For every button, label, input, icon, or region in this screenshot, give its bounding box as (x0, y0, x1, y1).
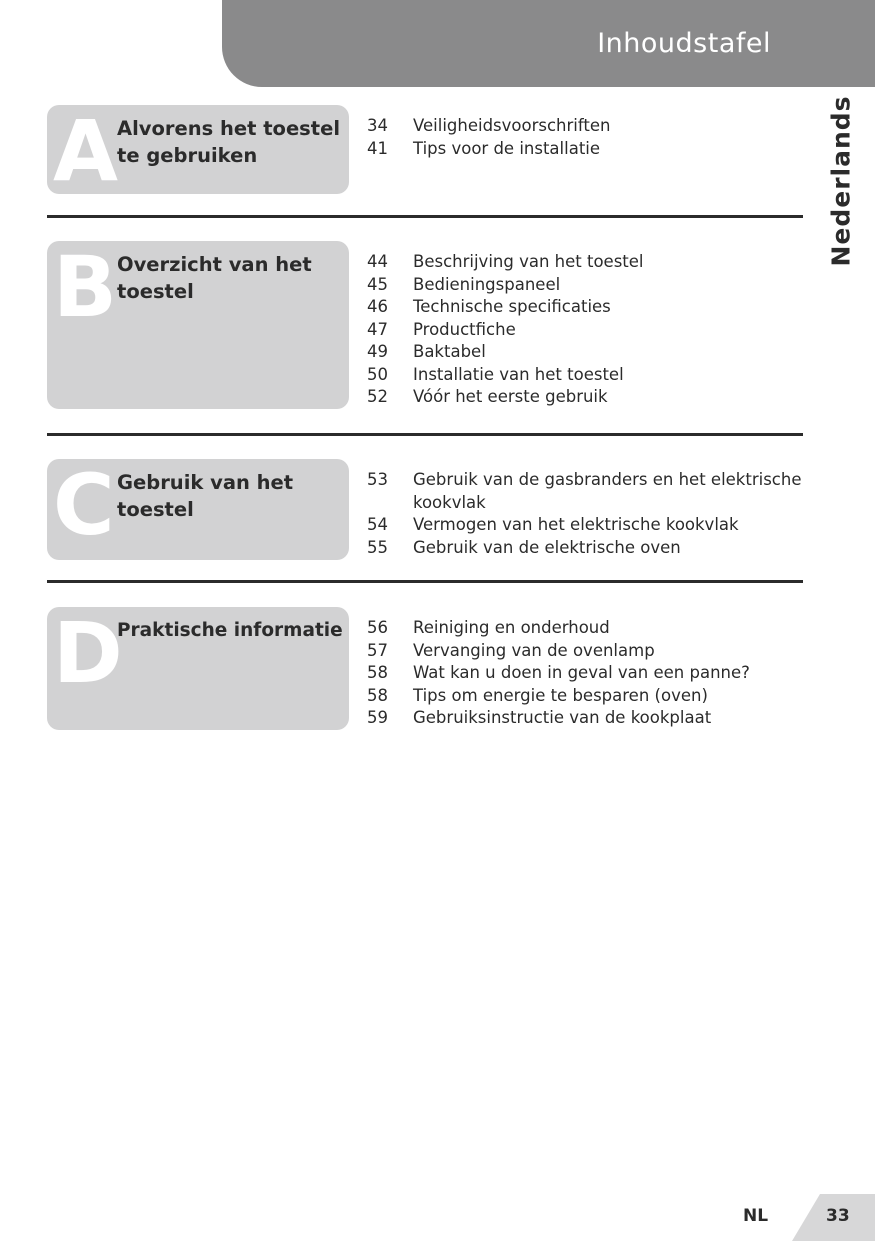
toc-page: 54 (367, 515, 388, 534)
toc-entry[interactable] (367, 617, 807, 640)
toc-entry[interactable] (367, 514, 803, 537)
toc-page: 49 (367, 342, 388, 361)
toc-entry[interactable] (367, 386, 807, 409)
language-side-label (823, 95, 859, 267)
toc-page: 52 (367, 387, 388, 406)
page-number: 33 (826, 1206, 850, 1226)
toc-entry[interactable] (367, 319, 807, 342)
toc-list (367, 617, 807, 730)
toc-entry[interactable] (367, 251, 807, 274)
toc-entry[interactable] (367, 640, 807, 663)
toc-page: 50 (367, 364, 388, 384)
toc-text: Gebruik van de gasbranders en het elektrische kookvlak (413, 470, 802, 512)
toc-text: Wat kan u doen in geval van een panne? (413, 663, 750, 682)
section-letter: B (53, 241, 118, 336)
section-label-box (47, 241, 349, 409)
toc-page: 58 (367, 685, 388, 705)
section-title: Overzicht van het toestel (117, 253, 312, 303)
toc-text: Vermogen van het elektrische kookvlak (413, 515, 739, 534)
toc-text: Beschrijving van het toestel (413, 252, 644, 271)
toc-page: 53 (367, 470, 388, 489)
toc-list (367, 469, 803, 559)
toc-list (367, 115, 807, 160)
language-label: Nederlands (826, 95, 856, 267)
toc-text: Installatie van het toestel (413, 364, 624, 384)
section-letter: C (53, 459, 115, 554)
section-label-box (47, 105, 349, 194)
section-divider (47, 215, 803, 218)
toc-entry[interactable] (367, 662, 807, 685)
toc-text: Tips voor de installatie (413, 138, 601, 158)
section-letter: D (53, 607, 123, 702)
toc-page: 57 (367, 640, 388, 660)
toc-text: Technische specificaties (413, 297, 611, 316)
toc-entry[interactable] (367, 274, 807, 297)
section-letter: A (53, 105, 119, 194)
toc-text: Gebruiksinstructie van de kookplaat (413, 708, 712, 727)
toc-text: Bedieningspaneel (413, 274, 561, 294)
toc-entry[interactable] (367, 138, 807, 161)
toc-text: Vóór het eerste gebruik (413, 387, 608, 406)
toc-entry[interactable] (367, 364, 807, 387)
toc-page: 45 (367, 274, 388, 294)
section-c (47, 459, 803, 561)
toc-entry[interactable] (367, 115, 807, 138)
toc-list (367, 251, 807, 409)
toc-page: 55 (367, 537, 388, 557)
toc-text: Productfiche (413, 319, 516, 339)
toc-entry[interactable] (367, 685, 807, 708)
section-divider (47, 580, 803, 583)
header-tab (222, 0, 875, 87)
toc-page: 56 (367, 618, 388, 637)
section-d (47, 607, 803, 731)
section-title: Praktische informatie (117, 620, 343, 641)
toc-text: Gebruik van de elektrische oven (413, 537, 681, 557)
toc-text: Reiniging en onderhoud (413, 618, 610, 637)
toc-page: 41 (367, 138, 388, 158)
toc-text: Baktabel (413, 342, 486, 361)
toc-page: 46 (367, 297, 388, 316)
toc-page: 58 (367, 663, 388, 682)
toc-entry[interactable] (367, 341, 807, 364)
section-title: Alvorens het toestel te gebruiken (117, 117, 341, 167)
toc-text: Vervanging van de ovenlamp (413, 640, 655, 660)
toc-entry[interactable] (367, 469, 803, 514)
section-divider (47, 433, 803, 436)
toc-page: 34 (367, 116, 388, 135)
toc-page: 59 (367, 708, 388, 727)
section-label-box (47, 459, 349, 560)
footer-language-code: NL (743, 1206, 769, 1226)
section-title: Gebruik van het toestel (117, 471, 294, 521)
toc-page: 47 (367, 319, 388, 339)
page-title: Inhoudstafel (597, 28, 771, 59)
toc-text: Veiligheidsvoorschriften (413, 116, 611, 135)
section-label-box (47, 607, 349, 730)
section-b (47, 241, 803, 411)
toc-text: Tips om energie te besparen (oven) (413, 685, 708, 705)
toc-entry[interactable] (367, 296, 807, 319)
toc-page: 44 (367, 252, 388, 271)
section-a (47, 105, 803, 195)
toc-entry[interactable] (367, 707, 807, 730)
toc-entry[interactable] (367, 537, 803, 560)
